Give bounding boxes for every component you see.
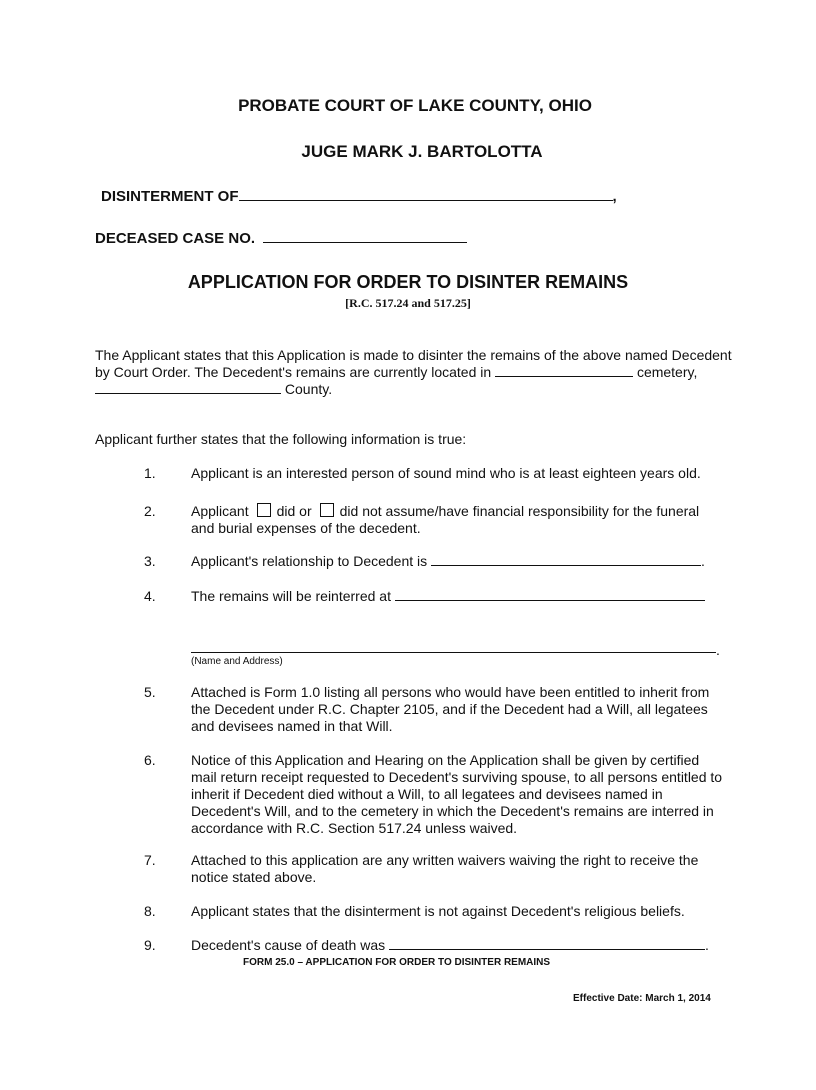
county-field[interactable] [95, 381, 281, 394]
item-number: 7. [144, 852, 156, 868]
county-label: County. [284, 381, 333, 397]
period: . [701, 553, 705, 569]
cemetery-location-field[interactable] [495, 364, 633, 377]
item-number: 9. [144, 937, 156, 953]
item-number: 8. [144, 903, 156, 919]
item-8-text: Applicant states that the disinterment is not against Decedent's religious beliefs. [191, 903, 685, 919]
item-7-text: Attached to this application are any written waivers waiving the right to receive the notice stated above. [191, 852, 699, 885]
item-1-text: Applicant is an interested person of sound mind who is at least eighteen years old. [191, 465, 701, 481]
intro-paragraph [95, 347, 735, 398]
reinterment-field[interactable] [395, 588, 705, 601]
item-number: 4. [144, 588, 156, 604]
disinterment-line [101, 186, 617, 205]
item-number: 1. [144, 465, 156, 481]
case-number-field[interactable] [263, 228, 467, 243]
case-number-label: DECEASED CASE NO. [95, 230, 256, 247]
application-title: APPLICATION FOR ORDER TO DISINTER REMAINS [187, 272, 629, 292]
item-number: 2. [144, 503, 156, 519]
did-not-label: did not assume/have financial responsibility for the funeral and burial expenses of the decedent. [191, 503, 700, 536]
court-heading: PROBATE COURT OF LAKE COUNTY, OHIO [238, 96, 592, 115]
period: . [716, 642, 720, 658]
period: . [705, 937, 709, 953]
name-address-note: (Name and Address) [191, 656, 283, 667]
judge-heading: JUGE MARK J. BARTOLOTTA [301, 142, 543, 161]
intro-text: The Applicant states that this Application is made to disinter the remains of the above named Decedent by Court Order. The Decedent's remains are currently located in [95, 347, 732, 380]
item-6-text: Notice of this Application and Hearing on the Application shall be given by certified mail return receipt requested to Decedent's surviving spouse, to all persons entitled to inherit if Decedent died without a Will, to all legatees and devisees named in Decedent's Will, and to the cemetery in which the Decedent's remains are interred in accordance with R.C. Section 517.24 unless waived. [191, 752, 723, 836]
did-not-checkbox[interactable] [320, 503, 334, 517]
item-2-text [191, 503, 723, 537]
item-9-text [191, 937, 723, 954]
disinterment-field[interactable] [239, 186, 613, 201]
cause-of-death-label: Decedent's cause of death was [191, 937, 386, 953]
further-statement: Applicant further states that the following information is true: [95, 431, 467, 447]
reinterment-address-field[interactable] [191, 640, 716, 653]
did-label: did or [276, 503, 312, 519]
applicant-label: Applicant [191, 503, 249, 519]
item-number: 6. [144, 752, 156, 768]
item-number: 5. [144, 684, 156, 700]
reinterred-label: The remains will be reinterred at [191, 588, 391, 604]
relationship-field[interactable] [431, 553, 701, 566]
case-number-line [95, 228, 467, 247]
comma: , [612, 188, 617, 205]
statute-reference: [R.C. 517.24 and 517.25] [345, 296, 471, 310]
relationship-label: Applicant's relationship to Decedent is [191, 553, 428, 569]
form-footer: FORM 25.0 – APPLICATION FOR ORDER TO DISINTER REMAINS [243, 957, 551, 968]
item-4-text [191, 588, 723, 605]
cause-of-death-field[interactable] [389, 937, 705, 950]
item-3-text [191, 553, 723, 570]
item-5-text: Attached is Form 1.0 listing all persons who would have been entitled to inherit from the Decedent under R.C. Chapter 2105, and if the Decedent had a Will, all legatees and devisees named in that Will. [191, 684, 710, 734]
item-number: 3. [144, 553, 156, 569]
disinterment-label: DISINTERMENT OF [101, 188, 239, 205]
effective-date: Effective Date: March 1, 2014 [573, 993, 711, 1004]
cemetery-label: cemetery, [636, 364, 698, 380]
did-checkbox[interactable] [257, 503, 271, 517]
